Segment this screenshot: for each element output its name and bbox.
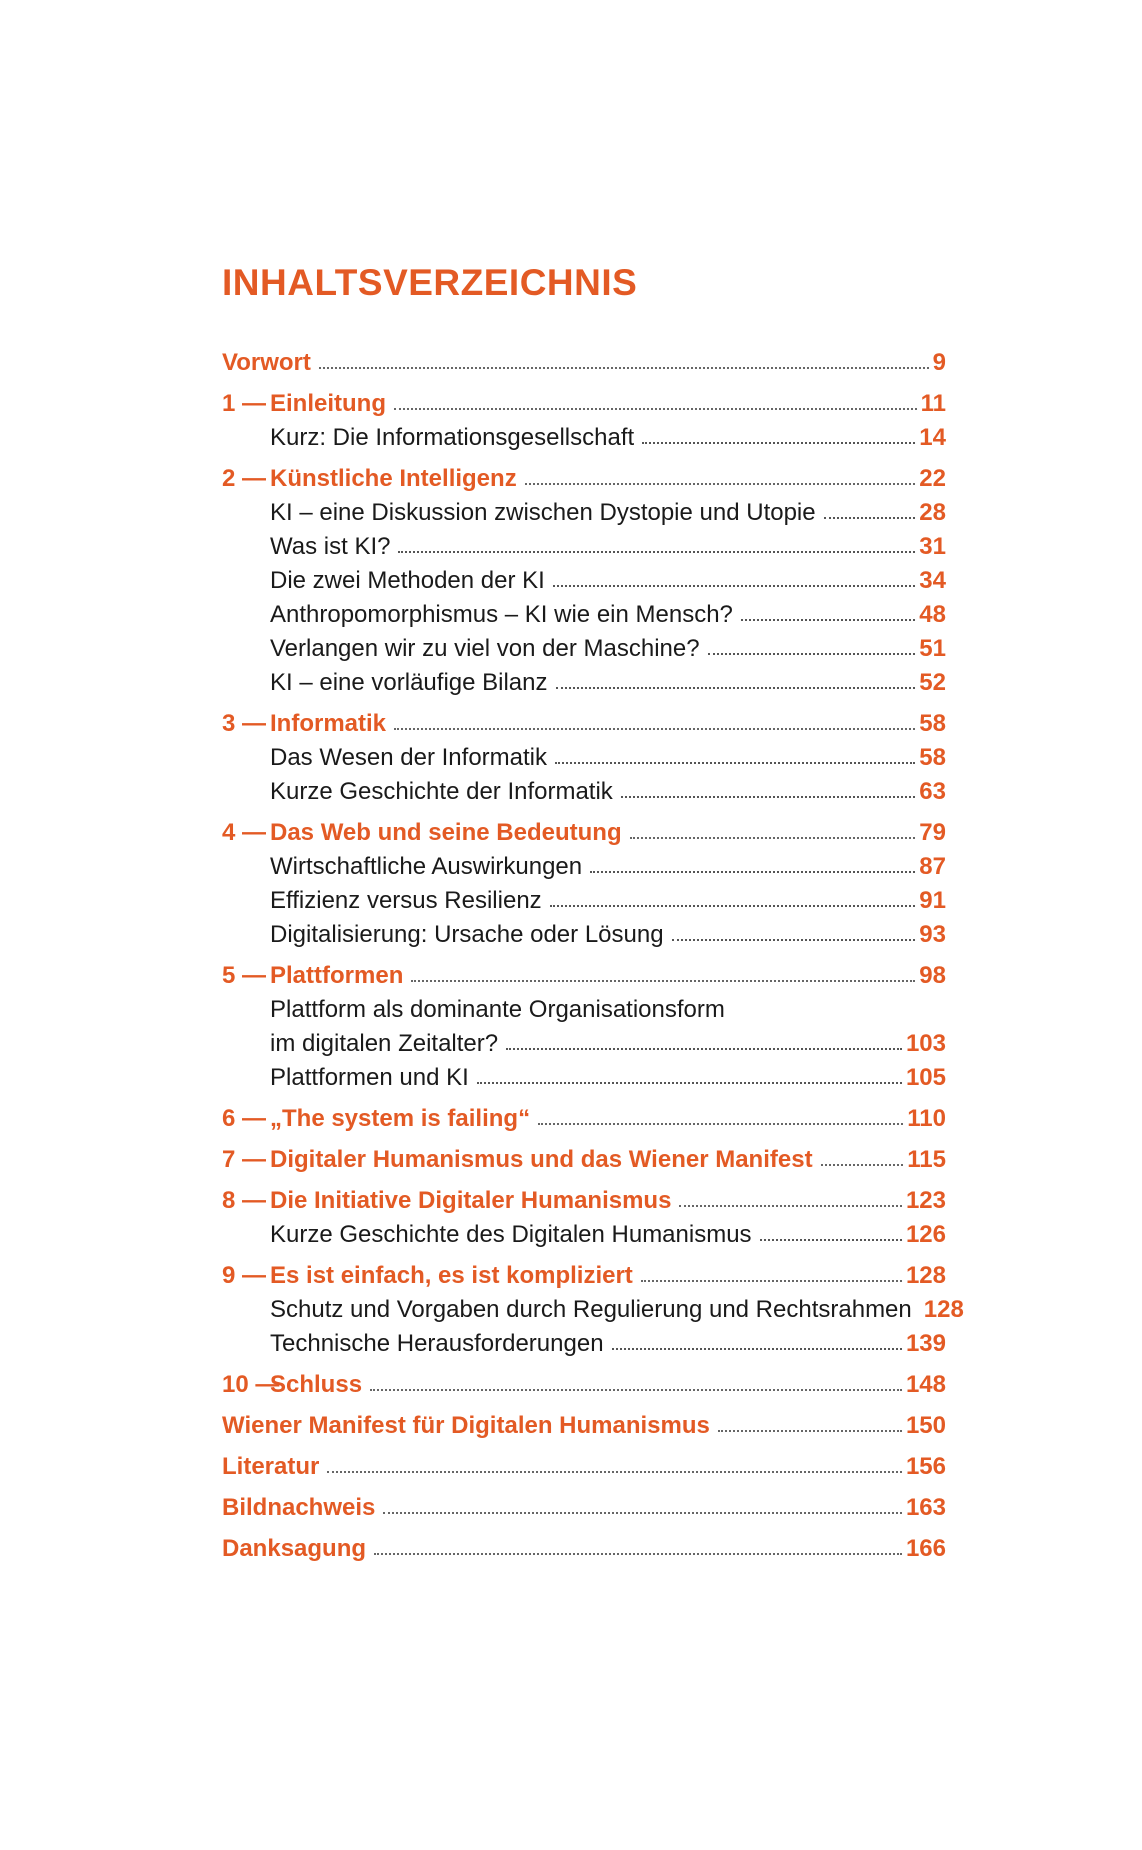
toc-page-number: 63	[919, 778, 946, 805]
toc-entry-label: Kurze Geschichte der Informatik	[270, 778, 613, 805]
toc-page-number: 48	[919, 601, 946, 628]
toc-page-number: 31	[919, 533, 946, 560]
toc-page-number: 128	[905, 1262, 946, 1289]
toc-page-number: 22	[919, 465, 946, 492]
toc-section[interactable]	[222, 775, 946, 809]
dot-leader	[642, 438, 915, 444]
toc-entry-label: Technische Herausforderungen	[270, 1330, 604, 1357]
chapter-number: 5 —	[222, 962, 267, 989]
toc-entry-label: Verlangen wir zu viel von der Maschine?	[270, 635, 700, 662]
toc-section[interactable]	[222, 598, 946, 632]
chapter-number: 6 —	[222, 1105, 267, 1132]
toc-page-number: 87	[919, 853, 946, 880]
dot-leader	[394, 404, 917, 410]
toc-entry-label: Informatik	[270, 710, 387, 737]
dot-leader	[672, 935, 916, 941]
toc-page-number: 123	[905, 1187, 946, 1214]
toc-page-number: 163	[905, 1494, 946, 1521]
toc-page-number: 93	[919, 921, 946, 948]
toc-entry-label: Wiener Manifest für Digitalen Humanismus	[222, 1412, 710, 1439]
toc-entry-label: Einleitung	[270, 390, 386, 417]
toc-section[interactable]	[222, 632, 946, 666]
toc-section[interactable]	[222, 530, 946, 564]
dot-leader	[398, 547, 915, 553]
dot-leader	[319, 363, 929, 369]
toc-page-number: 28	[919, 499, 946, 526]
toc-section[interactable]	[222, 850, 946, 884]
toc-section[interactable]	[222, 1061, 946, 1095]
toc-chapter-10[interactable]	[222, 1368, 946, 1402]
dot-leader	[477, 1078, 902, 1084]
toc-page-number: 103	[905, 1030, 946, 1057]
toc-entry-label: Bildnachweis	[222, 1494, 376, 1521]
toc-chapter-1[interactable]	[222, 387, 946, 421]
toc-entry-literatur[interactable]	[222, 1450, 946, 1484]
toc-page-number: 166	[905, 1535, 946, 1562]
dot-leader	[621, 792, 915, 798]
chapter-number: 4 —	[222, 819, 267, 846]
dot-leader	[679, 1201, 902, 1207]
toc-section[interactable]	[222, 884, 946, 918]
dot-leader	[411, 976, 915, 982]
toc-chapter-6[interactable]	[222, 1102, 946, 1136]
toc-section[interactable]	[222, 564, 946, 598]
toc-entry-label: Literatur	[222, 1453, 320, 1480]
toc-section[interactable]	[222, 666, 946, 700]
dot-leader	[394, 724, 915, 730]
chapter-number: 7 —	[222, 1146, 267, 1173]
toc-page-number: 128	[923, 1296, 964, 1323]
toc-entry-label: Künstliche Intelligenz	[270, 465, 517, 492]
dot-leader	[553, 581, 915, 587]
dot-leader	[760, 1235, 902, 1241]
toc-entry-label: Plattformen	[270, 962, 404, 989]
toc-entry-label: Plattformen und KI	[270, 1064, 469, 1091]
toc-page-number: 52	[919, 669, 946, 696]
toc-entry-label: Es ist einfach, es ist kompliziert	[270, 1262, 633, 1289]
toc-page-number: 91	[919, 887, 946, 914]
toc-page-number: 156	[905, 1453, 946, 1480]
dot-leader	[525, 479, 916, 485]
dot-leader	[506, 1044, 902, 1050]
chapter-number: 10 —	[222, 1371, 280, 1398]
dot-leader	[538, 1119, 903, 1125]
dot-leader	[590, 867, 915, 873]
toc-entry-danksagung[interactable]	[222, 1532, 946, 1566]
toc-entry-label: Kurz: Die Informationsgesellschaft	[270, 424, 635, 451]
dot-leader	[718, 1426, 902, 1432]
dot-leader	[708, 649, 916, 655]
table-of-contents	[222, 346, 964, 1566]
toc-section[interactable]	[222, 918, 946, 952]
toc-entry-label: Digitaler Humanismus und das Wiener Manifest	[270, 1146, 813, 1173]
toc-entry-label: Wirtschaftliche Auswirkungen	[270, 853, 583, 880]
dot-leader	[556, 683, 916, 689]
toc-entry-label: „The system is failing“	[270, 1105, 531, 1132]
toc-page-number: 34	[919, 567, 946, 594]
toc-chapter-2[interactable]	[222, 462, 946, 496]
toc-page-number: 139	[905, 1330, 946, 1357]
chapter-number: 3 —	[222, 710, 267, 737]
dot-leader	[370, 1385, 902, 1391]
dot-leader	[374, 1549, 902, 1555]
toc-section-first-line[interactable]: Plattform als dominante Organisationsform	[270, 996, 725, 1023]
toc-entry-label: Die zwei Methoden der KI	[270, 567, 545, 594]
toc-section[interactable]	[222, 421, 946, 455]
page-title: INHALTSVERZEICHNIS	[222, 262, 638, 303]
toc-entry-label: Was ist KI?	[270, 533, 391, 560]
dot-leader	[821, 1160, 904, 1166]
toc-entry-label: KI – eine Diskussion zwischen Dystopie und Utopie	[270, 499, 816, 526]
toc-section[interactable]	[222, 741, 946, 775]
toc-chapter-4[interactable]	[222, 816, 946, 850]
toc-entry-label: im digitalen Zeitalter?	[270, 1030, 499, 1057]
toc-section[interactable]	[222, 496, 946, 530]
dot-leader	[641, 1276, 902, 1282]
toc-page-number: 79	[919, 819, 946, 846]
toc-page-number: 9	[932, 349, 946, 376]
toc-entry-label: Digitalisierung: Ursache oder Lösung	[270, 921, 664, 948]
toc-entry-bildnachweis[interactable]	[222, 1491, 946, 1525]
dot-leader	[824, 513, 916, 519]
toc-page-number: 150	[905, 1412, 946, 1439]
toc-entry-label: Das Web und seine Bedeutung	[270, 819, 622, 846]
toc-page-number: 126	[905, 1221, 946, 1248]
toc-entry-label: Vorwort	[222, 349, 311, 376]
toc-page-number: 51	[919, 635, 946, 662]
toc-section[interactable]	[222, 1027, 946, 1061]
toc-entry-label: Effizienz versus Resilienz	[270, 887, 542, 914]
dot-leader	[550, 901, 916, 907]
dot-leader	[612, 1344, 902, 1350]
toc-page-number: 110	[907, 1105, 946, 1132]
dot-leader	[383, 1508, 902, 1514]
toc-page-number: 58	[919, 744, 946, 771]
toc-chapter-7[interactable]	[222, 1143, 946, 1177]
toc-section[interactable]	[222, 1327, 946, 1361]
toc-entry-vorwort[interactable]	[222, 346, 946, 380]
toc-entry-label: Danksagung	[222, 1535, 367, 1562]
toc-page-number: 115	[907, 1146, 946, 1173]
toc-page-number: 105	[905, 1064, 946, 1091]
toc-entry-label: Kurze Geschichte des Digitalen Humanismus	[270, 1221, 752, 1248]
chapter-number: 8 —	[222, 1187, 267, 1214]
dot-leader	[741, 615, 915, 621]
dot-leader	[630, 833, 916, 839]
dot-leader	[327, 1467, 902, 1473]
toc-page-number: 11	[920, 390, 946, 417]
chapter-number: 2 —	[222, 465, 267, 492]
toc-section[interactable]	[222, 1293, 964, 1327]
chapter-number: 1 —	[222, 390, 267, 417]
toc-entry-label: Anthropomorphismus – KI wie ein Mensch?	[270, 601, 733, 628]
toc-page-number: 98	[919, 962, 946, 989]
toc-entry-label: Schluss	[270, 1371, 363, 1398]
toc-entry-manifest[interactable]	[222, 1409, 946, 1443]
toc-chapter-3[interactable]	[222, 707, 946, 741]
dot-leader	[555, 758, 915, 764]
toc-section[interactable]	[222, 1218, 946, 1252]
toc-page-number: 58	[919, 710, 946, 737]
toc-entry-label: KI – eine vorläufige Bilanz	[270, 669, 548, 696]
toc-entry-label: Das Wesen der Informatik	[270, 744, 547, 771]
toc-chapter-5[interactable]	[222, 959, 946, 993]
toc-chapter-8[interactable]	[222, 1184, 946, 1218]
toc-page-number: 148	[905, 1371, 946, 1398]
toc-page-number: 14	[919, 424, 946, 451]
toc-entry-label: Schutz und Vorgaben durch Regulierung und Rechtsrahmen	[270, 1296, 912, 1323]
toc-entry-label: Die Initiative Digitaler Humanismus	[270, 1187, 672, 1214]
chapter-number: 9 —	[222, 1262, 267, 1289]
toc-chapter-9[interactable]	[222, 1259, 946, 1293]
